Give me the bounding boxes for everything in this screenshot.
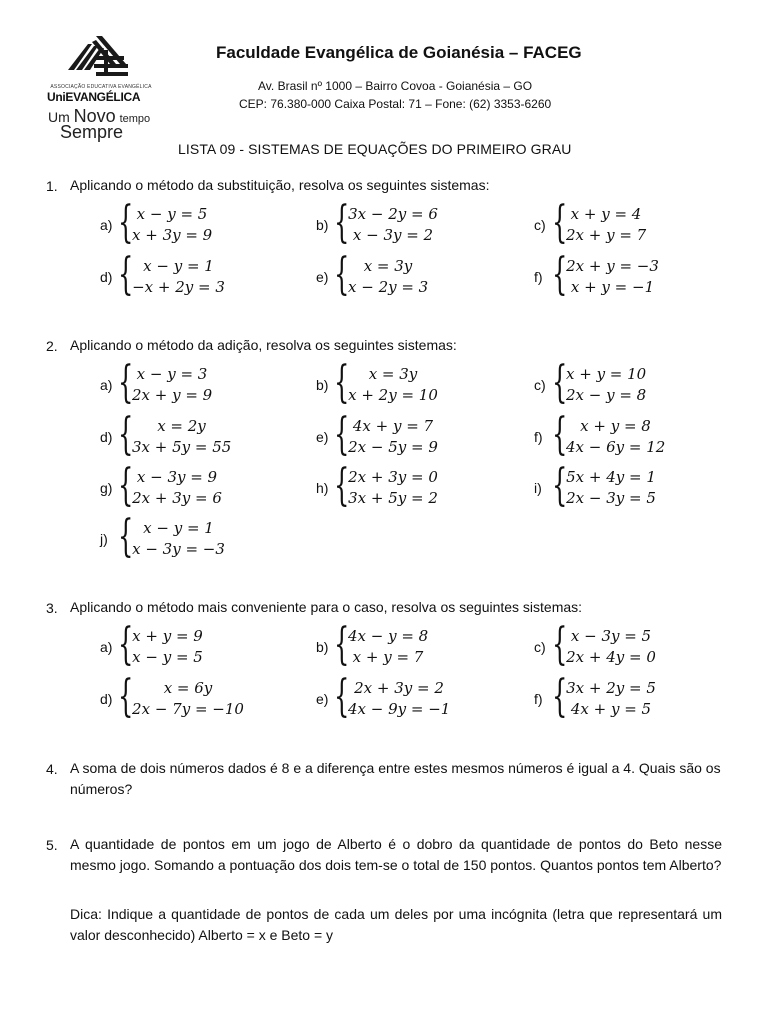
equation-1: 3x + 2y = 5 [566,679,656,697]
equation-system [316,197,486,248]
equation-system [316,357,486,408]
system-label: c) [534,377,546,393]
slogan-novo: Novo [73,106,116,126]
brace-icon: { [552,249,568,300]
brace-icon: { [552,409,568,460]
equation-2: x − 3y = −3 [132,540,225,558]
equation-system [100,197,270,248]
equation-1: x + y = 8 [580,417,651,435]
system-label: j) [100,531,108,547]
question-5-hint: Dica: Indique a quantidade de pontos de cada um deles por uma incógnita (letra que representará um valor desconhecido) Alberto = x e Beto = y [70,906,722,943]
equation-system [100,409,270,460]
equation-2: 2x − 3y = 5 [566,489,656,507]
equation-1: x + y = 9 [132,627,203,645]
equation-1: x = 2y [157,417,206,435]
brace-icon: { [118,357,134,408]
equation-system [534,671,704,722]
equation-2: x + y = 7 [352,648,424,666]
equation-2: 2x − y = 8 [566,386,647,404]
equation-2: 3x + 5y = 55 [132,438,232,456]
equation-system [316,409,486,460]
brace-icon: { [552,197,568,248]
brace-icon: { [334,249,350,300]
equation-2: x + y = −1 [570,278,655,296]
equation-1: x − y = 1 [143,519,214,537]
equation-system [316,619,486,670]
system-label: d) [100,269,113,285]
equation-2: x + 3y = 9 [132,226,213,244]
brace-icon: { [334,619,350,670]
logo-brand-name: UniEVANGÉLICA [47,90,141,104]
equation-system [316,249,486,300]
equation-1: 4x + y = 7 [352,417,434,435]
brace-icon: { [552,619,568,670]
equation-2: 2x − 7y = −10 [132,700,244,718]
brace-icon: { [118,671,134,722]
question-5-text: A quantidade de pontos em um jogo de Alberto é o dobro da quantidade de pontos do Beto nesse mesmo jogo. Somando a pontuação dos dois tem-se o total de 150 pontos. Quantos pontos tem Alberto? [70,836,722,873]
brace-icon: { [552,357,568,408]
unievangelica-emblem-icon [66,34,132,78]
system-label: b) [316,377,329,393]
brace-icon: { [118,409,134,460]
equation-1: 2x + 3y = 2 [354,679,444,697]
equation-1: 5x + 4y = 1 [566,468,656,486]
equation-2: 2x + y = 9 [132,386,213,404]
equation-1: x − y = 3 [136,365,208,383]
slogan-sempre: Sempre [60,122,124,142]
slogan-um: Um [48,109,70,125]
equation-system [100,619,270,670]
equation-1: x = 6y [163,679,213,697]
system-label: a) [100,377,113,393]
system-label: e) [316,429,329,445]
equation-system [100,511,270,562]
equation-2: 3x + 5y = 2 [348,489,438,507]
equation-2: 4x − 6y = 12 [566,438,666,456]
brace-icon: { [118,511,134,562]
equation-system [316,671,486,722]
question-3-number: 3. [46,600,58,616]
slogan-tempo: tempo [119,113,151,125]
question-5-number: 5. [46,837,58,853]
brace-icon: { [334,460,350,511]
university-logo [44,34,156,144]
equation-2: 2x + 4y = 0 [566,648,656,666]
equation-1: x − y = 5 [136,205,208,223]
system-label: h) [316,480,329,496]
question-1-text: Aplicando o método da substituição, resolva os seguintes sistemas: [70,177,490,193]
system-label: e) [316,691,329,707]
brace-icon: { [334,357,350,408]
equation-system [534,409,704,460]
equation-system [534,249,704,300]
equation-system [534,460,704,511]
equation-1: 3x − 2y = 6 [348,205,438,223]
question-1-number: 1. [46,178,58,194]
equation-1: x + y = 4 [570,205,642,223]
system-label: f) [534,691,543,707]
equation-system [100,357,270,408]
address-line1: Av. Brasil nº 1000 – Bairro Covoa - Goianésia – GO [258,79,533,93]
equation-2: x − y = 5 [132,648,203,666]
equation-2: 2x − 5y = 9 [348,438,438,456]
brace-icon: { [334,671,350,722]
equation-1: x − y = 1 [143,257,214,275]
equation-2: x − 2y = 3 [348,278,429,296]
institution-name: Faculdade Evangélica de Goianésia – FACEG [216,43,582,62]
equation-2: 4x + y = 5 [570,700,652,718]
system-label: d) [100,429,113,445]
system-label: a) [100,639,113,655]
equation-1: 4x − y = 8 [348,627,429,645]
equation-1: x + y = 10 [566,365,647,383]
question-4-text: A soma de dois números dados é 8 e a diferença entre estes mesmos números é igual a 4. Quais são os números? [70,760,721,797]
equation-2: 2x + 3y = 6 [132,489,222,507]
system-label: f) [534,429,543,445]
system-label: b) [316,639,329,655]
brace-icon: { [552,671,568,722]
equation-system [100,249,270,300]
equation-2: x + 2y = 10 [348,386,438,404]
system-label: b) [316,217,329,233]
list-title: LISTA 09 - SISTEMAS DE EQUAÇÕES DO PRIMEIRO GRAU [178,141,572,157]
address-line2: CEP: 76.380-000 Caixa Postal: 71 – Fone: (62) 3353-6260 [239,97,552,111]
brace-icon: { [118,249,134,300]
brace-icon: { [118,197,134,248]
equation-system [534,619,704,670]
equation-2: x − 3y = 2 [352,226,434,244]
equation-1: 2x + 3y = 0 [348,468,438,486]
brace-icon: { [334,409,350,460]
equation-system [316,460,486,511]
brace-icon: { [118,619,134,670]
question-3-text: Aplicando o método mais conveniente para o caso, resolva os seguintes sistemas: [70,599,583,615]
equation-2: 2x + y = 7 [566,226,647,244]
equation-system [534,197,704,248]
equation-system [100,671,270,722]
system-label: i) [534,480,542,496]
brace-icon: { [552,460,568,511]
system-label: f) [534,269,543,285]
system-label: c) [534,217,546,233]
equation-system [100,460,270,511]
logo-association-text: ASSOCIAÇÃO EDUCATIVA EVANGÉLICA [50,84,152,90]
equation-system [534,357,704,408]
question-4-number: 4. [46,761,58,777]
system-label: g) [100,480,113,496]
system-label: c) [534,639,546,655]
equation-1: x − 3y = 9 [136,468,218,486]
system-label: a) [100,217,113,233]
question-2-number: 2. [46,338,58,354]
question-2-text: Aplicando o método da adição, resolva os seguintes sistemas: [70,337,457,353]
equation-1: x = 3y [368,365,418,383]
brace-icon: { [334,197,350,248]
equation-2: −x + 2y = 3 [132,278,225,296]
equation-2: 4x − 9y = −1 [348,700,451,718]
equation-1: 2x + y = −3 [566,257,659,275]
brace-icon: { [118,460,134,511]
equation-1: x = 3y [363,257,413,275]
system-label: d) [100,691,113,707]
equation-1: x − 3y = 5 [570,627,652,645]
system-label: e) [316,269,329,285]
